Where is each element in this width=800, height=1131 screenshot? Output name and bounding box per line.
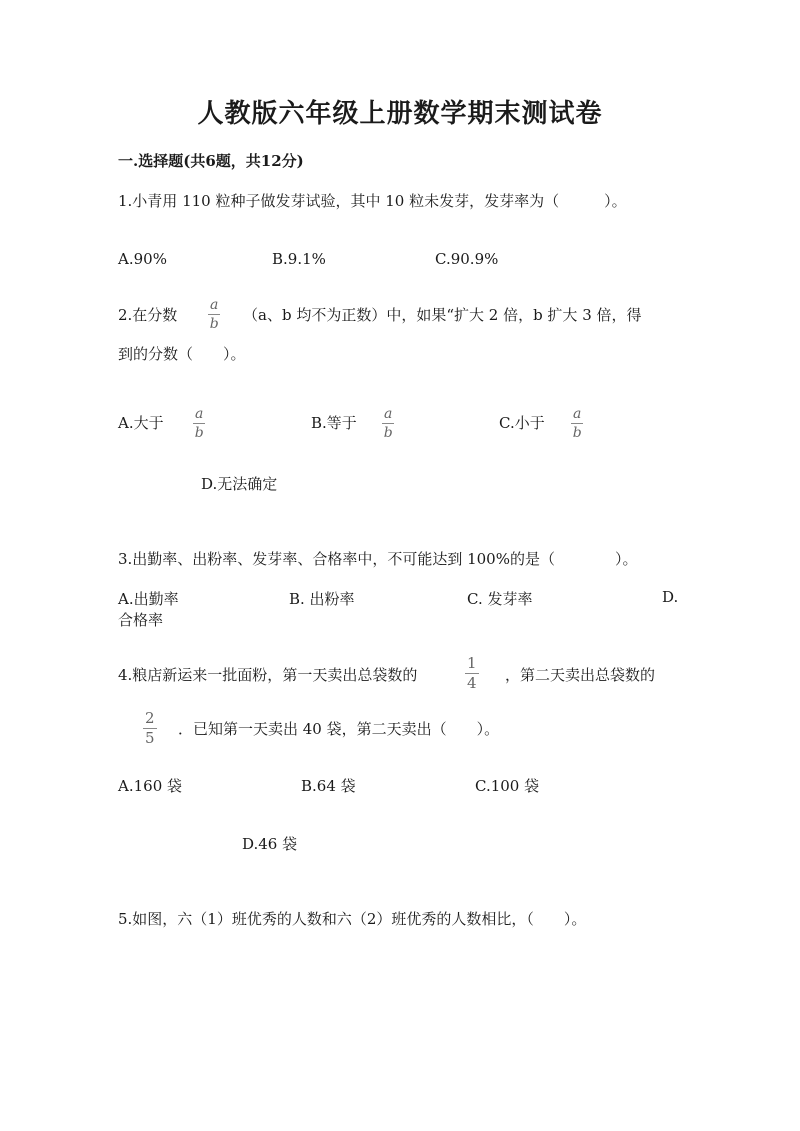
fraction-numerator: a xyxy=(195,406,204,422)
fraction-denominator: 4 xyxy=(467,674,477,692)
fraction-denominator: 5 xyxy=(145,729,155,747)
q4-option-b: B.64 袋 xyxy=(301,777,356,795)
q2-option-d: D.无法确定 xyxy=(201,475,278,493)
question-2-prefix: 2.在分数 xyxy=(118,306,178,324)
q2-fraction xyxy=(208,298,220,331)
question-2-line1: （a、b 均不为正数）中，如果“扩大 2 倍，b 扩大 3 倍，得 xyxy=(243,306,642,324)
q2-option-b-fraction xyxy=(382,407,394,440)
question-4-line2: ．已知第一天卖出 40 袋，第二天卖出（ ）。 xyxy=(178,720,500,738)
q4-fraction-2 xyxy=(143,711,157,746)
q2-option-c-fraction xyxy=(571,407,583,440)
q3-option-c: C. 发芽率 xyxy=(467,590,533,608)
q1-option-a: A.90% xyxy=(118,250,167,268)
q1-option-c: C.90.9% xyxy=(435,250,499,268)
fraction-numerator: a xyxy=(573,406,582,422)
question-4-line1-b: ，第二天卖出总袋数的 xyxy=(505,666,656,684)
q2-fraction-numerator: a xyxy=(210,297,219,313)
fraction-denominator: b xyxy=(194,425,204,441)
q2-option-b: B.等于 xyxy=(311,414,357,432)
fraction-numerator: 1 xyxy=(467,654,477,672)
fraction-numerator: 2 xyxy=(145,709,155,727)
q4-option-d: D.46 袋 xyxy=(242,835,298,853)
q1-option-b: B.9.1% xyxy=(272,250,326,268)
q2-option-a-fraction xyxy=(193,407,205,440)
question-4-line1-a: 4.粮店新运来一批面粉，第一天卖出总袋数的 xyxy=(118,666,418,684)
q4-fraction-1 xyxy=(465,656,479,691)
fraction-denominator: b xyxy=(383,425,393,441)
q2-fraction-denominator: b xyxy=(209,316,219,332)
section-heading: 一.选择题(共6题，共12分) xyxy=(118,152,304,170)
q2-option-c: C.小于 xyxy=(499,414,545,432)
question-3-text: 3.出勤率、出粉率、发芽率、合格率中，不可能达到 100%的是（ ）。 xyxy=(118,550,638,568)
q3-option-b: B. 出粉率 xyxy=(289,590,355,608)
question-2-line2: 到的分数（ ）。 xyxy=(118,345,246,363)
q4-option-a: A.160 袋 xyxy=(118,777,182,795)
q3-option-a: A.出勤率 xyxy=(118,590,179,608)
q4-option-c: C.100 袋 xyxy=(475,777,540,795)
question-5-text: 5.如图，六（1）班优秀的人数和六（2）班优秀的人数相比，（ ）。 xyxy=(118,910,587,928)
q2-option-a: A.大于 xyxy=(118,414,164,432)
question-1-text: 1.小青用 110 粒种子做发芽试验，其中 10 粒未发芽，发芽率为（ ）。 xyxy=(118,192,627,210)
q3-option-d-wrap: 合格率 xyxy=(118,611,164,629)
fraction-numerator: a xyxy=(384,406,393,422)
q3-option-d: D. xyxy=(662,588,679,606)
fraction-denominator: b xyxy=(572,425,582,441)
page-title: 人教版六年级上册数学期末测试卷 xyxy=(197,99,603,129)
